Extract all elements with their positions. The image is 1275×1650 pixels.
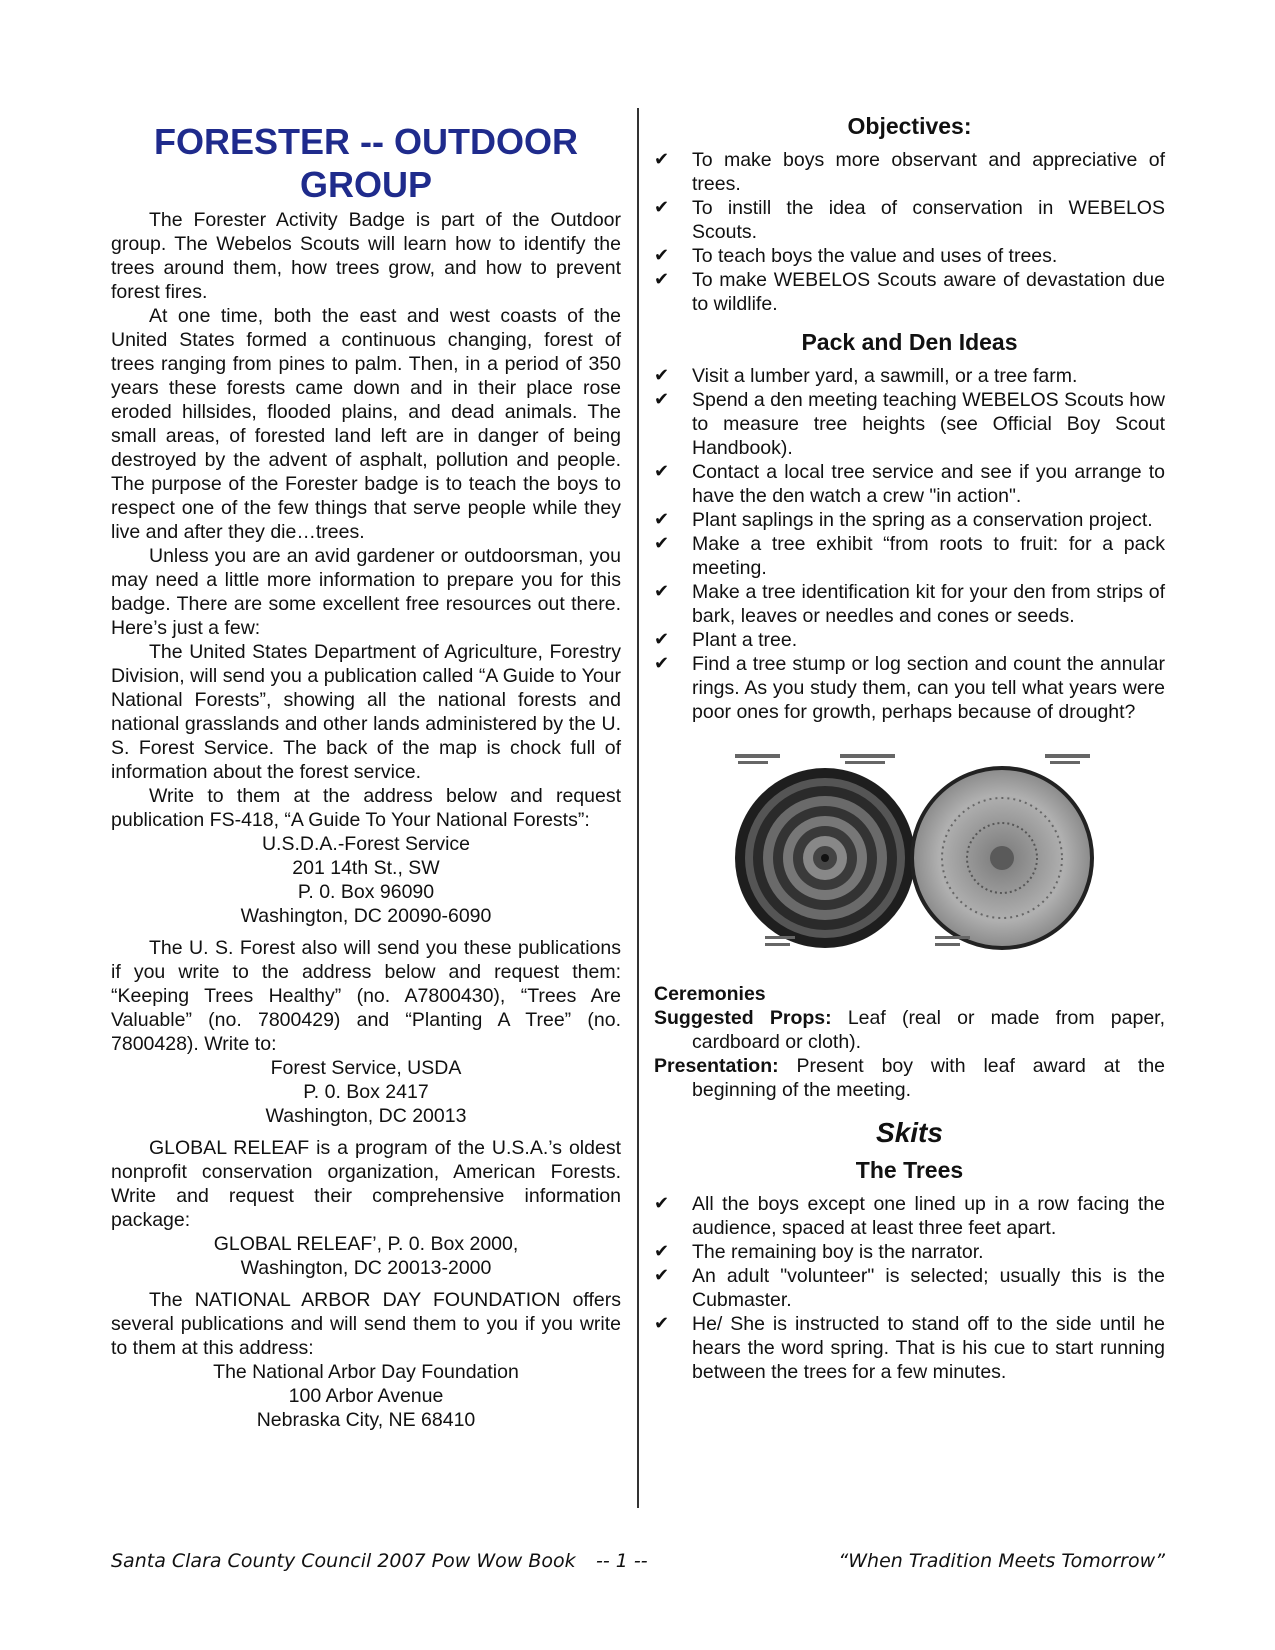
list-item bbox=[654, 1312, 1165, 1384]
list-item bbox=[654, 148, 1165, 196]
address-line: GLOBAL RELEAF’, P. 0. Box 2000, bbox=[213, 1233, 519, 1255]
list-item bbox=[654, 652, 1165, 724]
check-icon: ✔ bbox=[654, 269, 670, 290]
list-item-text: The remaining boy is the narrator. bbox=[692, 1241, 984, 1263]
left-column bbox=[111, 112, 621, 1440]
props-label: Suggested Props: bbox=[654, 1007, 832, 1029]
suggested-props bbox=[654, 1006, 1165, 1054]
paragraph-write: Write to them at the address below and request publication FS-418, “A Guide To Your National Forests”: bbox=[111, 785, 621, 831]
right-column bbox=[654, 112, 1165, 1396]
pack-den-list bbox=[654, 364, 1165, 724]
list-item-text: Contact a local tree service and see if you arrange to have the den watch a crew "in action". bbox=[692, 461, 1165, 507]
list-item bbox=[654, 628, 1165, 652]
address-line: P. 0. Box 96090 bbox=[297, 881, 435, 903]
list-item-text: Make a tree exhibit “from roots to fruit: for a pack meeting. bbox=[692, 533, 1165, 579]
list-item bbox=[654, 364, 1165, 388]
list-item-text: To teach boys the value and uses of trees. bbox=[692, 245, 1058, 267]
address-global-releaf bbox=[111, 1232, 621, 1280]
list-item bbox=[654, 196, 1165, 244]
check-icon: ✔ bbox=[654, 533, 670, 554]
check-icon: ✔ bbox=[654, 509, 670, 530]
list-item bbox=[654, 460, 1165, 508]
paragraph-resources: Unless you are an avid gardener or outdoorsman, you may need a little more information to prepare you for this badge. There are some excellent free resources out there. Here’s just a few: bbox=[111, 545, 621, 639]
list-item-text: Visit a lumber yard, a sawmill, or a tree farm. bbox=[692, 365, 1078, 387]
cross-section-porous bbox=[912, 768, 1092, 948]
list-item bbox=[654, 1240, 1165, 1264]
check-icon: ✔ bbox=[654, 245, 670, 266]
tree-rings-figure bbox=[654, 746, 1165, 956]
address-line: Forest Service, USDA bbox=[270, 1057, 462, 1079]
address-line: Washington, DC 20090-6090 bbox=[240, 905, 492, 927]
address-line: Washington, DC 20013-2000 bbox=[240, 1257, 492, 1279]
footer-left: Santa Clara County Council 2007 Pow Wow Book bbox=[111, 1550, 576, 1572]
list-item-text: Make a tree identification kit for your den from strips of bark, leaves or needles and cones or seeds. bbox=[692, 581, 1165, 627]
paragraph-history: At one time, both the east and west coasts of the United States formed a continuous changing, forest of trees ranging from pines to palm. Then, in a period of 350 years these forests came down and in their place rose eroded hillsides, flooded plains, and dead animals. The small areas, of forested land left are in danger of being destroyed by the advent of asphalt, pollution and people. The purpose of the Forester badge is to teach the boys to respect one of the few things that serve people while they live and after they die…trees. bbox=[111, 305, 621, 543]
list-item-text: To make boys more observant and appreciative of trees. bbox=[692, 149, 1165, 195]
paragraph-usda: The United States Department of Agriculture, Forestry Division, will send you a publication called “A Guide to Your National Forests”, showing all the national forests and national grasslands and other lands administered by the U. S. Forest Service. The back of the map is chock full of information about the forest service. bbox=[111, 641, 621, 783]
list-item bbox=[654, 268, 1165, 316]
address-arbor-day bbox=[111, 1360, 621, 1432]
list-item bbox=[654, 244, 1165, 268]
list-item-text: Plant a tree. bbox=[692, 629, 798, 651]
presentation-text: Present boy with leaf award at the beginning of the meeting. bbox=[692, 1055, 1166, 1101]
paragraph-global-releaf: GLOBAL RELEAF is a program of the U.S.A.’s oldest nonprofit conservation organization, American Forests. Write and request their comprehensive information package: bbox=[111, 1137, 621, 1231]
check-icon: ✔ bbox=[654, 1193, 670, 1214]
ceremonies-heading: Ceremonies bbox=[654, 983, 766, 1005]
pack-den-heading: Pack and Den Ideas bbox=[801, 329, 1018, 355]
page-title bbox=[111, 120, 621, 206]
address-line: 201 14th St., SW bbox=[292, 857, 440, 879]
list-item-text: To make WEBELOS Scouts aware of devastation due to wildlife. bbox=[692, 269, 1165, 315]
footer-right: “When Tradition Meets Tomorrow” bbox=[838, 1550, 1165, 1572]
address-line: U.S.D.A.-Forest Service bbox=[261, 833, 471, 855]
address-line: Washington, DC 20013 bbox=[265, 1105, 467, 1127]
check-icon: ✔ bbox=[654, 149, 670, 170]
check-icon: ✔ bbox=[654, 461, 670, 482]
list-item bbox=[654, 1264, 1165, 1312]
address-line: Nebraska City, NE 68410 bbox=[256, 1409, 476, 1431]
list-item-text: He/ She is instructed to stand off to the side until he hears the word spring. That is his cue to start running between the trees for a few minutes. bbox=[692, 1313, 1165, 1383]
list-item bbox=[654, 580, 1165, 628]
list-item bbox=[654, 1192, 1165, 1240]
list-item-text: An adult "volunteer" is selected; usually this is the Cubmaster. bbox=[692, 1265, 1165, 1311]
list-item bbox=[654, 508, 1165, 532]
presentation bbox=[654, 1054, 1165, 1102]
objectives-heading: Objectives: bbox=[847, 113, 972, 139]
cross-section-rings bbox=[735, 768, 915, 948]
check-icon: ✔ bbox=[654, 629, 670, 650]
paragraph-publications: The U. S. Forest also will send you these publications if you write to the address below and request them: “Keeping Trees Healthy” (no. A7800430), “Trees Are Valuable” (no. 7800429) and “Planting A Tree” (no. 7800428). Write to: bbox=[111, 937, 621, 1055]
skits-heading: Skits bbox=[876, 1117, 943, 1148]
the-trees-heading: The Trees bbox=[855, 1157, 964, 1183]
title-line-2: GROUP bbox=[299, 164, 432, 205]
check-icon: ✔ bbox=[654, 1241, 670, 1262]
address-line: The National Arbor Day Foundation bbox=[213, 1361, 519, 1383]
check-icon: ✔ bbox=[654, 197, 670, 218]
check-icon: ✔ bbox=[654, 389, 670, 410]
check-icon: ✔ bbox=[654, 653, 670, 674]
check-icon: ✔ bbox=[654, 1313, 670, 1334]
the-trees-list bbox=[654, 1192, 1165, 1384]
list-item-text: All the boys except one lined up in a row facing the audience, spaced at least three feet apart. bbox=[692, 1193, 1165, 1239]
address-line: 100 Arbor Avenue bbox=[288, 1385, 444, 1407]
title-line-1: FORESTER -- OUTDOOR bbox=[154, 121, 578, 162]
check-icon: ✔ bbox=[654, 581, 670, 602]
address-usda bbox=[111, 832, 621, 928]
check-icon: ✔ bbox=[654, 365, 670, 386]
list-item-text: Find a tree stump or log section and count the annular rings. As you study them, can you tell what years were poor ones for growth, perhaps because of drought? bbox=[692, 653, 1165, 723]
list-item-text: To instill the idea of conservation in WEBELOS Scouts. bbox=[692, 197, 1165, 243]
column-divider bbox=[637, 108, 639, 1508]
page-number: -- 1 -- bbox=[596, 1550, 648, 1572]
list-item-text: Spend a den meeting teaching WEBELOS Scouts how to measure tree heights (see Official Boy Scout Handbook). bbox=[692, 389, 1165, 459]
check-icon: ✔ bbox=[654, 1265, 670, 1286]
paragraph-intro: The Forester Activity Badge is part of the Outdoor group. The Webelos Scouts will learn how to identify the trees around them, how trees grow, and how to prevent forest fires. bbox=[111, 209, 621, 303]
props-text: Leaf (real or made from paper, cardboard or cloth). bbox=[692, 1007, 1166, 1053]
address-line: P. 0. Box 2417 bbox=[303, 1081, 429, 1103]
tree-rings-illustration bbox=[720, 746, 1100, 956]
paragraph-arbor-day: The NATIONAL ARBOR DAY FOUNDATION offers several publications and will send them to you if you write to them at this address: bbox=[111, 1289, 621, 1359]
page-footer bbox=[111, 1550, 1165, 1580]
list-item bbox=[654, 532, 1165, 580]
address-forest-service bbox=[111, 1056, 621, 1128]
list-item bbox=[654, 388, 1165, 460]
objectives-list bbox=[654, 148, 1165, 316]
list-item-text: Plant saplings in the spring as a conservation project. bbox=[692, 509, 1153, 531]
presentation-label: Presentation: bbox=[654, 1055, 779, 1077]
